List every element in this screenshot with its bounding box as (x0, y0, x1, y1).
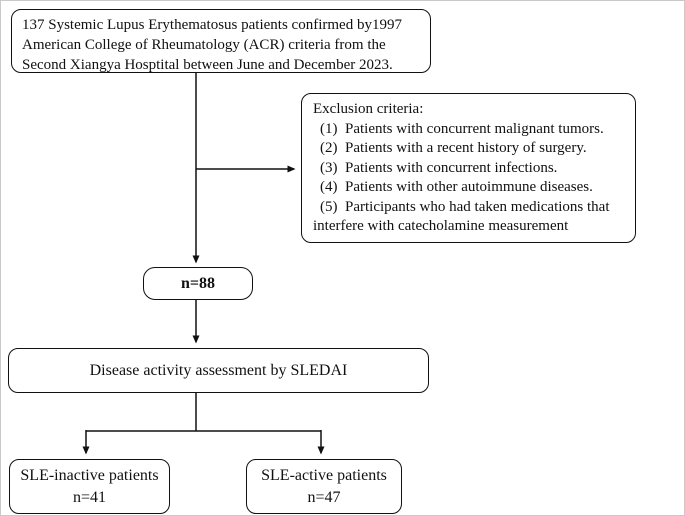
included-count-box (143, 267, 253, 300)
included-count-text: n=88 (180, 274, 215, 292)
sledai-assessment-box (8, 348, 429, 393)
enrolled-patients-box (11, 9, 431, 73)
sledai-assessment-text: Disease activity assessment by SLEDAI (89, 361, 348, 379)
exclusion-criteria-box (301, 93, 636, 243)
exclusion-item-4: (4) Patients with other autoimmune diseases. (320, 179, 593, 195)
exclusion-item-1: (1) Patients with concurrent malignant tumors. (320, 120, 604, 137)
sle-active-box (246, 459, 402, 514)
exclusion-item-2: (2) Patients with a recent history of surgery. (320, 140, 587, 156)
sle-active-count: n=47 (307, 488, 341, 506)
sle-active-label: SLE-active patients (261, 466, 387, 484)
sle-inactive-label: SLE-inactive patients (20, 466, 159, 484)
connector-lines (1, 1, 685, 516)
exclusion-item-5: (5) Participants who had taken medications that interfere with catecholamine measurement (313, 198, 610, 234)
exclusion-item-3: (3) Patients with concurrent infections. (320, 159, 558, 176)
sle-inactive-count: n=41 (72, 488, 107, 506)
sle-inactive-box (9, 459, 170, 514)
enrolled-patients-text: 137 Systemic Lupus Erythematosus patients confirmed by1997 American College of Rheumatology (ACR) criteria from the Second Xiangya Hosptital between June and December 2023. (22, 17, 402, 73)
exclusion-title: Exclusion criteria: (313, 101, 424, 117)
